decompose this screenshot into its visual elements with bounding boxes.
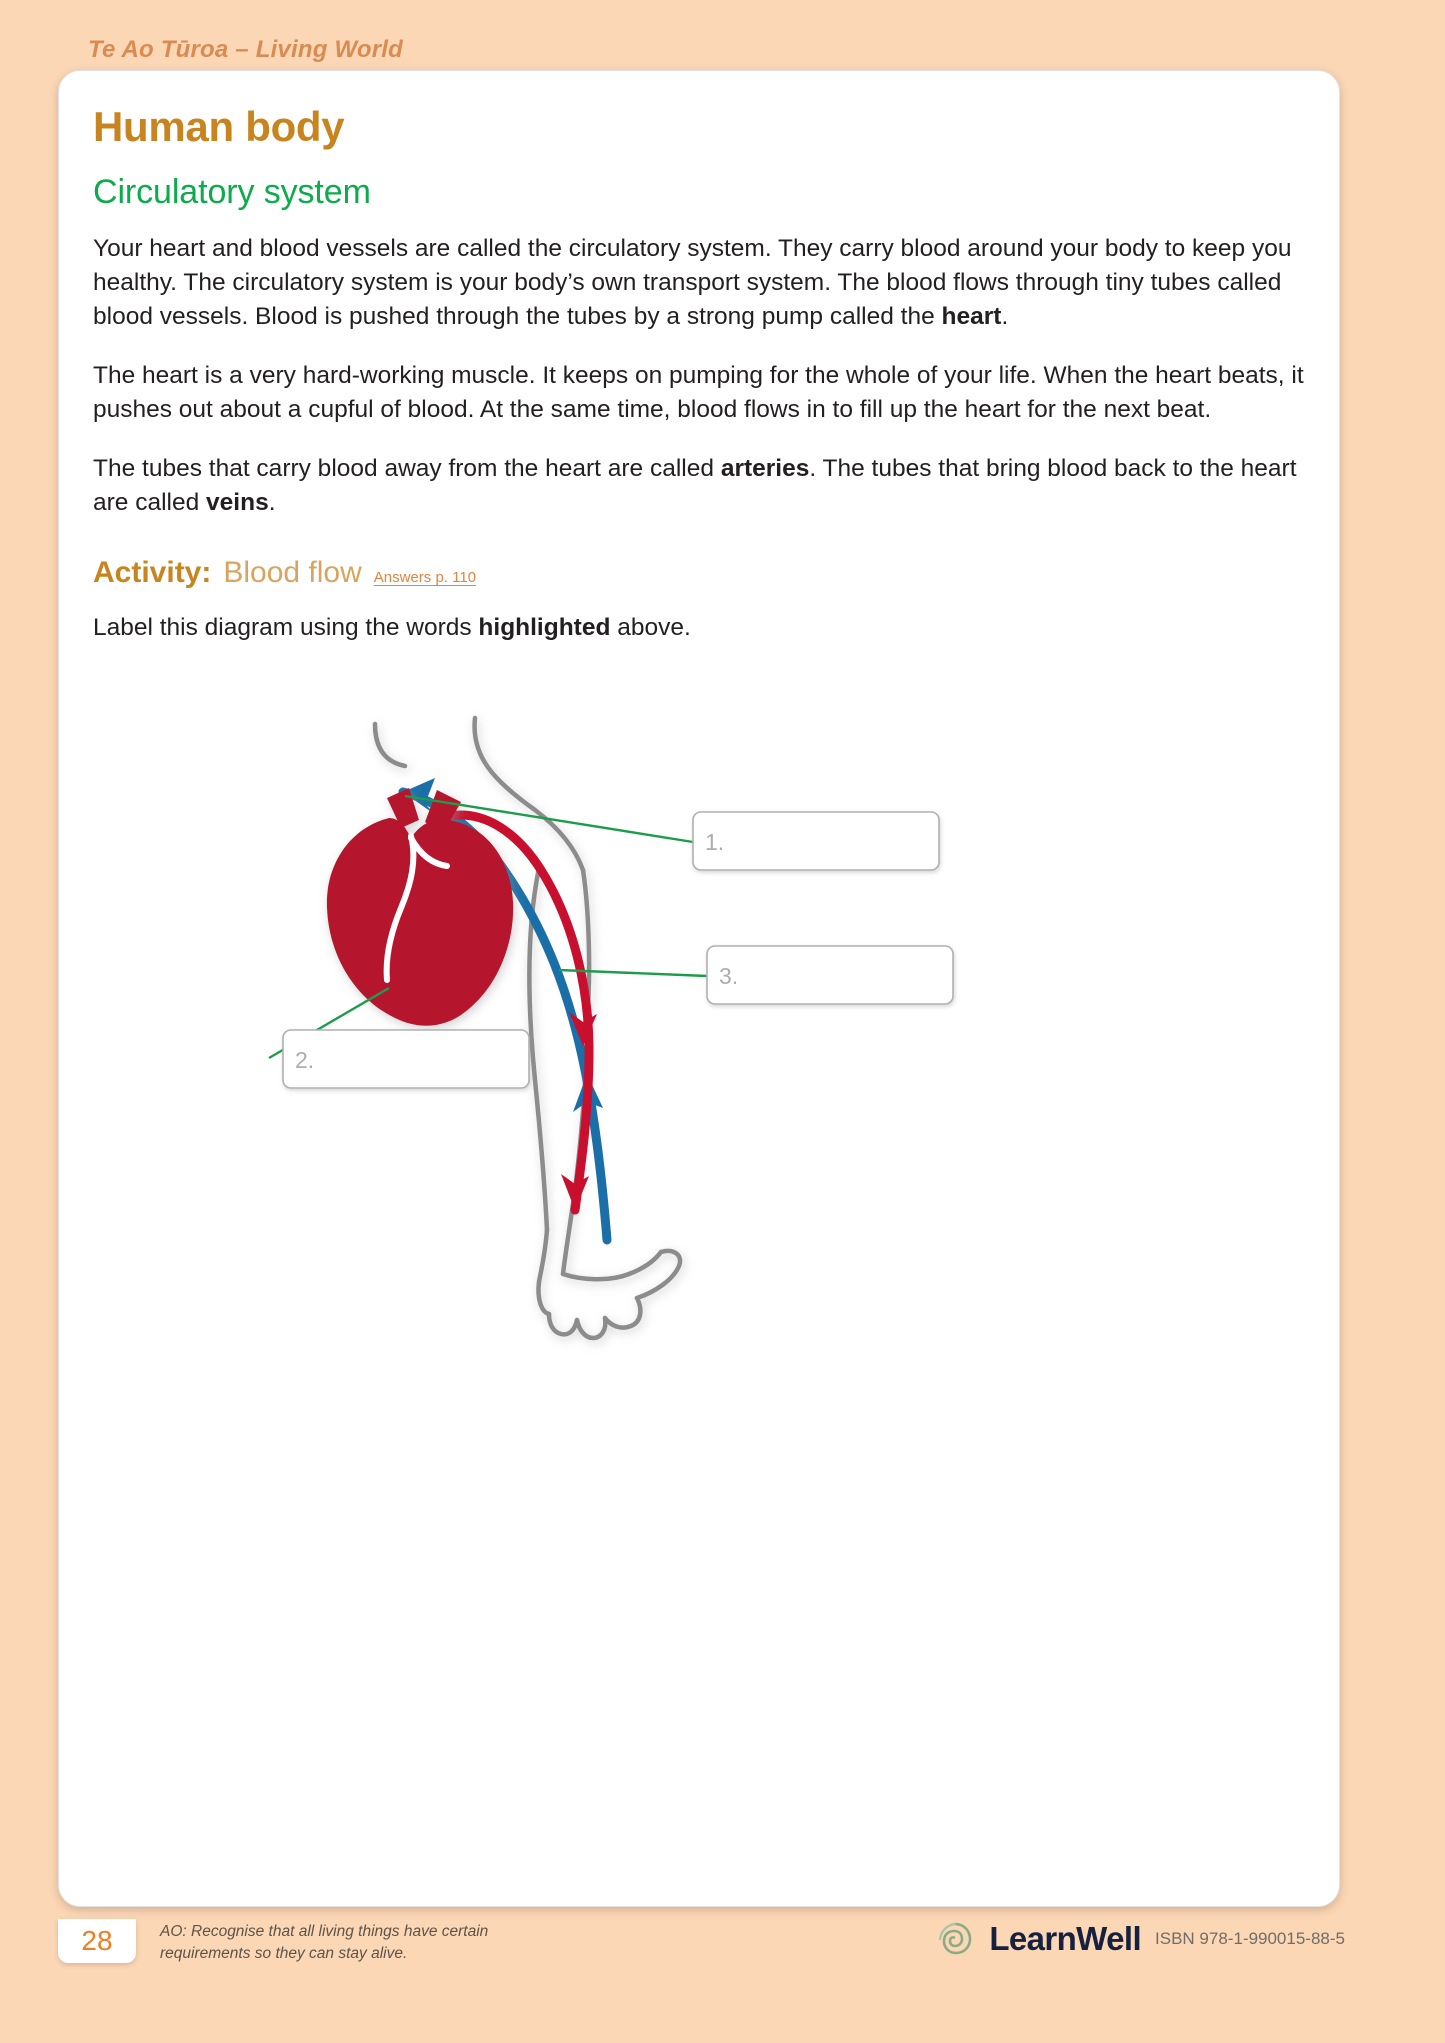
keyword-veins: veins — [206, 489, 269, 517]
instruction-keyword: highlighted — [478, 614, 611, 642]
answer-box-3[interactable] — [707, 946, 953, 1004]
paragraph-heart-muscle: The heart is a very hard-working muscle. It keeps on pumping for the whole of your life. When the heart beats, it pushes out about a cupful of blood. At the same time, blood flows in to fill up the heart for the next beat. — [93, 362, 1304, 424]
achievement-objective-text: AO: Recognise that all living things have certain requirements so they can stay alive. — [160, 1923, 489, 1963]
activity-label: Activity: — [93, 556, 212, 590]
isbn-text: ISBN 978-1-990015-88-5 — [1155, 1929, 1345, 1948]
activity-heading — [89, 556, 1309, 590]
learnwell-spiral-logo-icon — [935, 1919, 975, 1959]
instruction-text-a: Label this diagram using the words — [93, 614, 479, 642]
paragraph-1-text: Your heart and blood vessels are called the circulatory system. They carry blood around your body to keep you healthy. The circulatory system is your body’s own transport system. The blood flows through tiny tubes called blood vessels. Blood is pushed through the tubes by a strong pump called the — [93, 235, 1292, 331]
page-number-tab — [58, 1919, 136, 1963]
answer-box-1[interactable] — [693, 812, 939, 870]
paragraph-arteries-veins — [89, 452, 1309, 520]
page-title: Human body — [93, 103, 345, 150]
page-card — [58, 70, 1340, 1907]
answer-box-2-number: 2. — [295, 1047, 315, 1074]
brand-block — [935, 1919, 1345, 1959]
paragraph-3-text-b: . The tubes that bring blood back to the heart are called — [93, 455, 1297, 517]
activity-instruction — [89, 614, 1309, 642]
paragraph-3-text-a: The tubes that carry blood away from the heart are called — [93, 455, 721, 483]
activity-name: Blood flow — [223, 556, 362, 590]
paragraph-circulatory-intro — [89, 232, 1309, 334]
answers-page-link[interactable]: Answers p. 110 — [373, 569, 477, 587]
blood-flow-diagram — [89, 670, 1311, 1500]
brand-name: LearnWell — [989, 1920, 1142, 1957]
keyword-heart: heart — [941, 303, 1002, 331]
section-title: Circulatory system — [93, 173, 371, 211]
instruction-text-b: above. — [610, 614, 691, 642]
page-number: 28 — [81, 1925, 113, 1956]
running-head: Te Ao Tūroa – Living World — [88, 36, 403, 63]
keyword-arteries: arteries — [720, 455, 810, 483]
answer-box-2[interactable] — [283, 1030, 529, 1088]
body-outline-icon — [375, 718, 680, 1338]
answer-box-3-number: 3. — [719, 963, 739, 990]
answer-box-1-number: 1. — [705, 829, 725, 856]
paragraph-1-tail: . — [1001, 303, 1009, 331]
page-content — [89, 103, 1309, 1500]
page-footer — [0, 1907, 1445, 2043]
paragraph-3-text-c: . — [268, 489, 276, 517]
